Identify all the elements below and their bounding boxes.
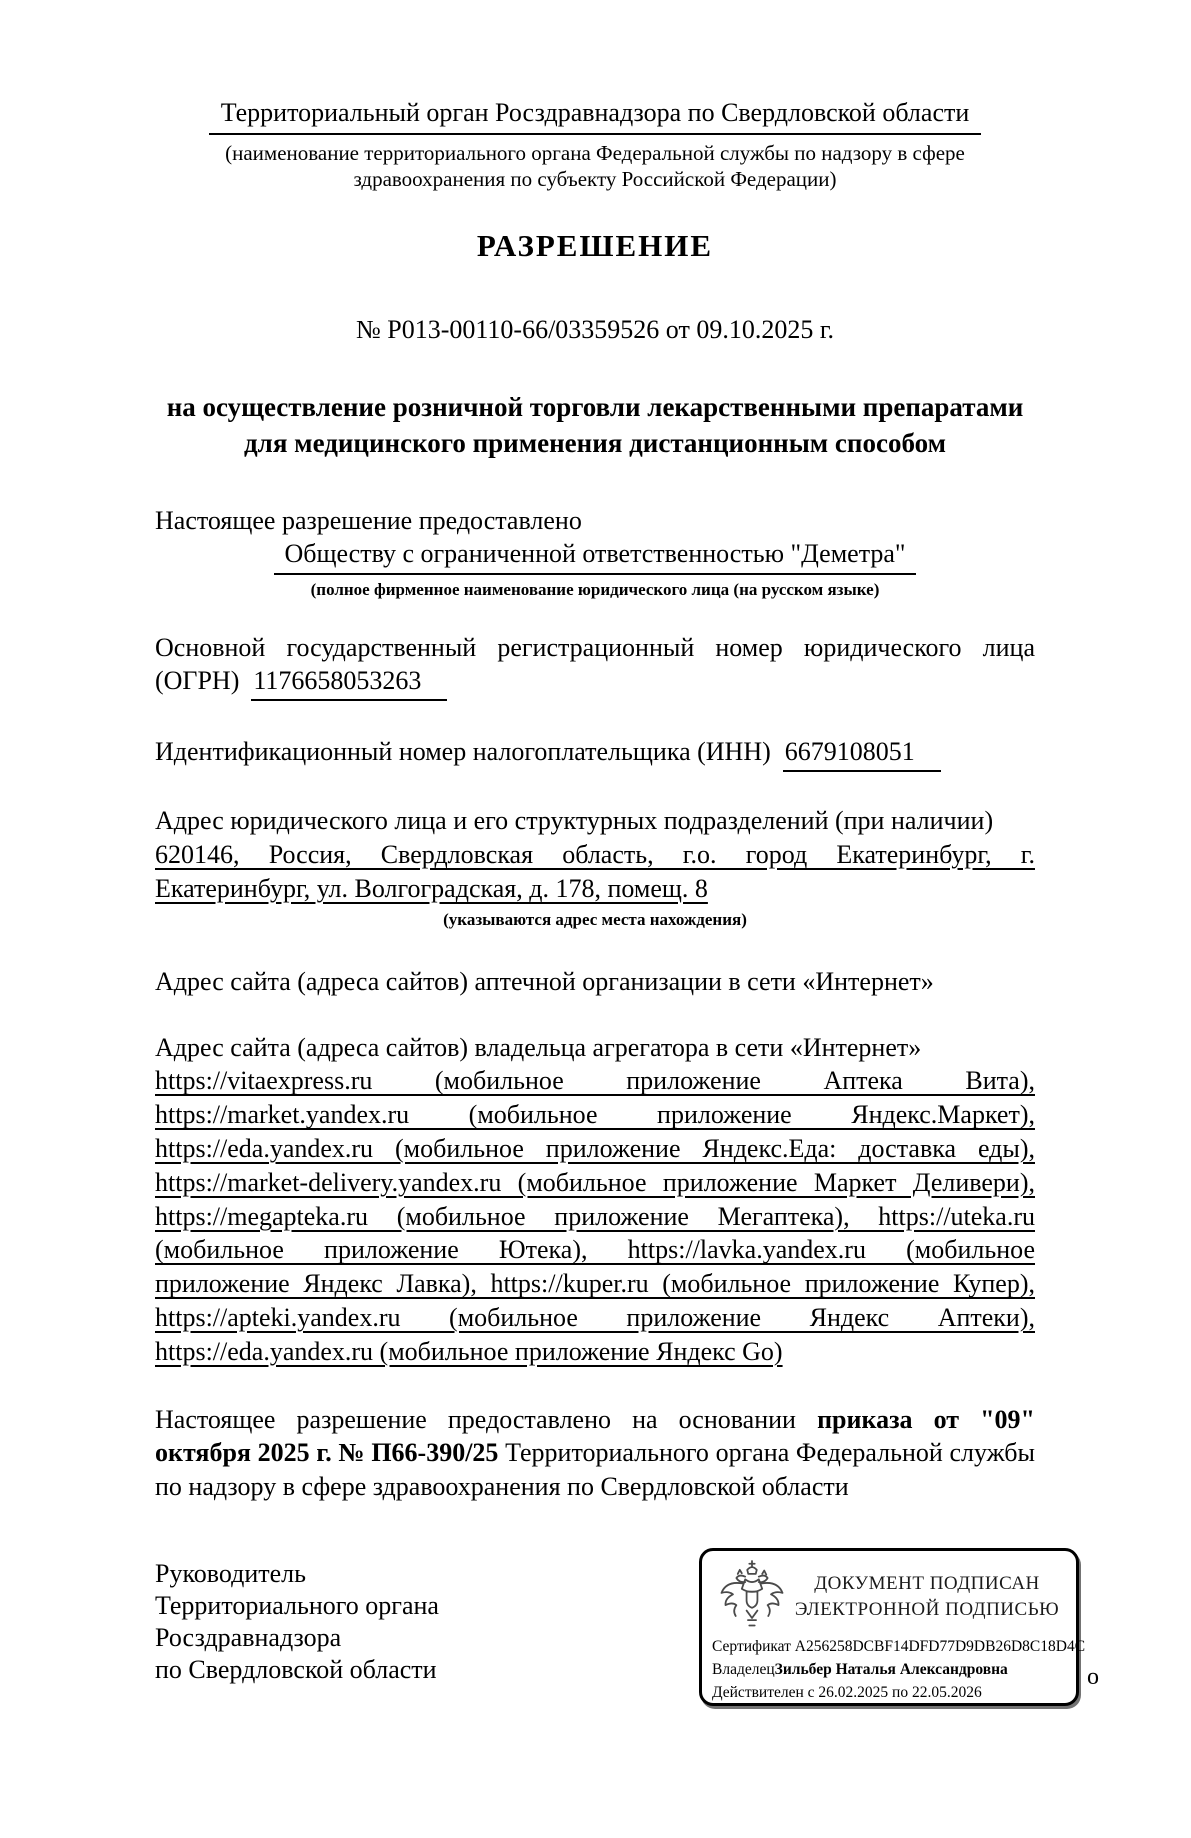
authority-caption: (наименование территориального органа Федеральной службы по надзору в сфере здравоохранения по субъекту Российской Федерации) (225, 140, 965, 192)
authority-name: Территориальный орган Росздравнадзора по Свердловской области (209, 96, 982, 135)
obscured-text-fragment: о (1087, 1663, 1099, 1690)
ogrn-intro: Основной государственный регистрационный номер юридического лица (155, 632, 1035, 662)
stamp-title-line1: ДОКУМЕНТ ПОДПИСАН (814, 1573, 1040, 1595)
owner-label: Владелец (712, 1660, 775, 1678)
inn-block (155, 735, 1035, 772)
grantee-name-caption: (полное фирменное наименование юридического лица (на русском языке) (310, 580, 880, 600)
permit-subject (155, 390, 1035, 461)
coat-of-arms-icon (716, 1559, 788, 1635)
signatory-line1: Руководитель (155, 1558, 306, 1588)
address-caption: (указываются адрес места нахождения) (443, 910, 747, 930)
authority-header (155, 96, 1035, 135)
permit-subject-line1: на осуществление розничной торговли лекарственными препаратами (166, 392, 1024, 423)
signatory-line3: Росздравнадзора (155, 1622, 342, 1652)
ogrn-label: (ОГРН) (155, 666, 240, 696)
grantee-name-row (155, 537, 1035, 575)
pharmacy-website-label: Адрес сайта (адреса сайтов) аптечной организации в сети «Интернет» (155, 966, 934, 996)
certificate-value: A256258DCBF14DFD77D9DB26D8C18D4C (794, 1637, 1086, 1655)
signatory-line2: Территориального органа (155, 1590, 439, 1620)
basis-text-2: Территориального органа Федеральной службы по надзору в сфере здравоохранения по Свердловской области (155, 1438, 1035, 1502)
digital-signature-stamp (699, 1548, 1086, 1706)
aggregator-website-label: Адрес сайта (адреса сайтов) владельца агрегатора в сети «Интернет» (155, 1032, 922, 1062)
document-title: РАЗРЕШЕНИЕ (476, 228, 714, 264)
stamp-owner (712, 1658, 1066, 1681)
address-value: 620146, Россия, Свердловская область, г.о. город Екатеринбург, г. Екатеринбург, ул. Волгоградская, д. 178, помещ. 8 (155, 839, 1035, 903)
document-number: № Р013-00110-66/03359526 от 09.10.2025 г. (355, 314, 835, 344)
signatory-line4: по Свердловской области (155, 1654, 437, 1684)
stamp-certificate (712, 1635, 1086, 1658)
grantee-intro: Настоящее разрешение предоставлено (155, 505, 582, 535)
certificate-label: Сертификат (712, 1637, 795, 1655)
basis-paragraph (155, 1403, 1035, 1504)
stamp-header (712, 1559, 1066, 1635)
ogrn-block (155, 631, 1035, 702)
ogrn-value: 1176658053263 (251, 664, 447, 701)
basis-order-number: приказа от "09" октября 2025 г. № П66-390/25 (155, 1404, 1035, 1468)
signature-area (155, 1558, 1099, 1838)
stamp-validity: Действителен с 26.02.2025 по 22.05.2026 (712, 1683, 982, 1701)
grantee-name: Обществу с ограниченной ответственностью "Деметра" (274, 537, 915, 575)
owner-name: Зильбер Наталья Александровна (774, 1660, 1008, 1678)
address-intro: Адрес юридического лица и его структурных подразделений (при наличии) (155, 806, 994, 836)
aggregator-websites-list: https://vitaexpress.ru (мобильное приложение Аптека Вита), https://market.yandex.ru (мобильное приложение Яндекс.Маркет), https://eda.yandex.ru (мобильное приложение Яндекс.Еда: доставка еды), https://market-delivery.yandex.ru (мобильное приложение Маркет Деливери), https://megapteka.ru (мобильное приложение Мегаптека), https://uteka.ru (мобильное приложение Ютека), https://lavka.yandex.ru (мобильное приложение Яндекс Лавка), https://kuper.ru (мобильное приложение Купер), https://apteki.yandex.ru (мобильное приложение Яндекс Аптеки), https://eda.yandex.ru (мобильное приложение Яндекс Go) (155, 1066, 1035, 1366)
permit-subject-line2: для медицинского применения дистанционным способом (244, 428, 946, 459)
basis-text-1: Настоящее разрешение предоставлено на основании (155, 1404, 818, 1434)
stamp-title-line2: ЭЛЕКТРОННОЙ ПОДПИСЬЮ (794, 1598, 1060, 1620)
stamp-title (788, 1571, 1066, 1622)
inn-label: Идентификационный номер налогоплательщика (ИНН) (155, 737, 771, 767)
inn-value: 6679108051 (783, 735, 941, 772)
